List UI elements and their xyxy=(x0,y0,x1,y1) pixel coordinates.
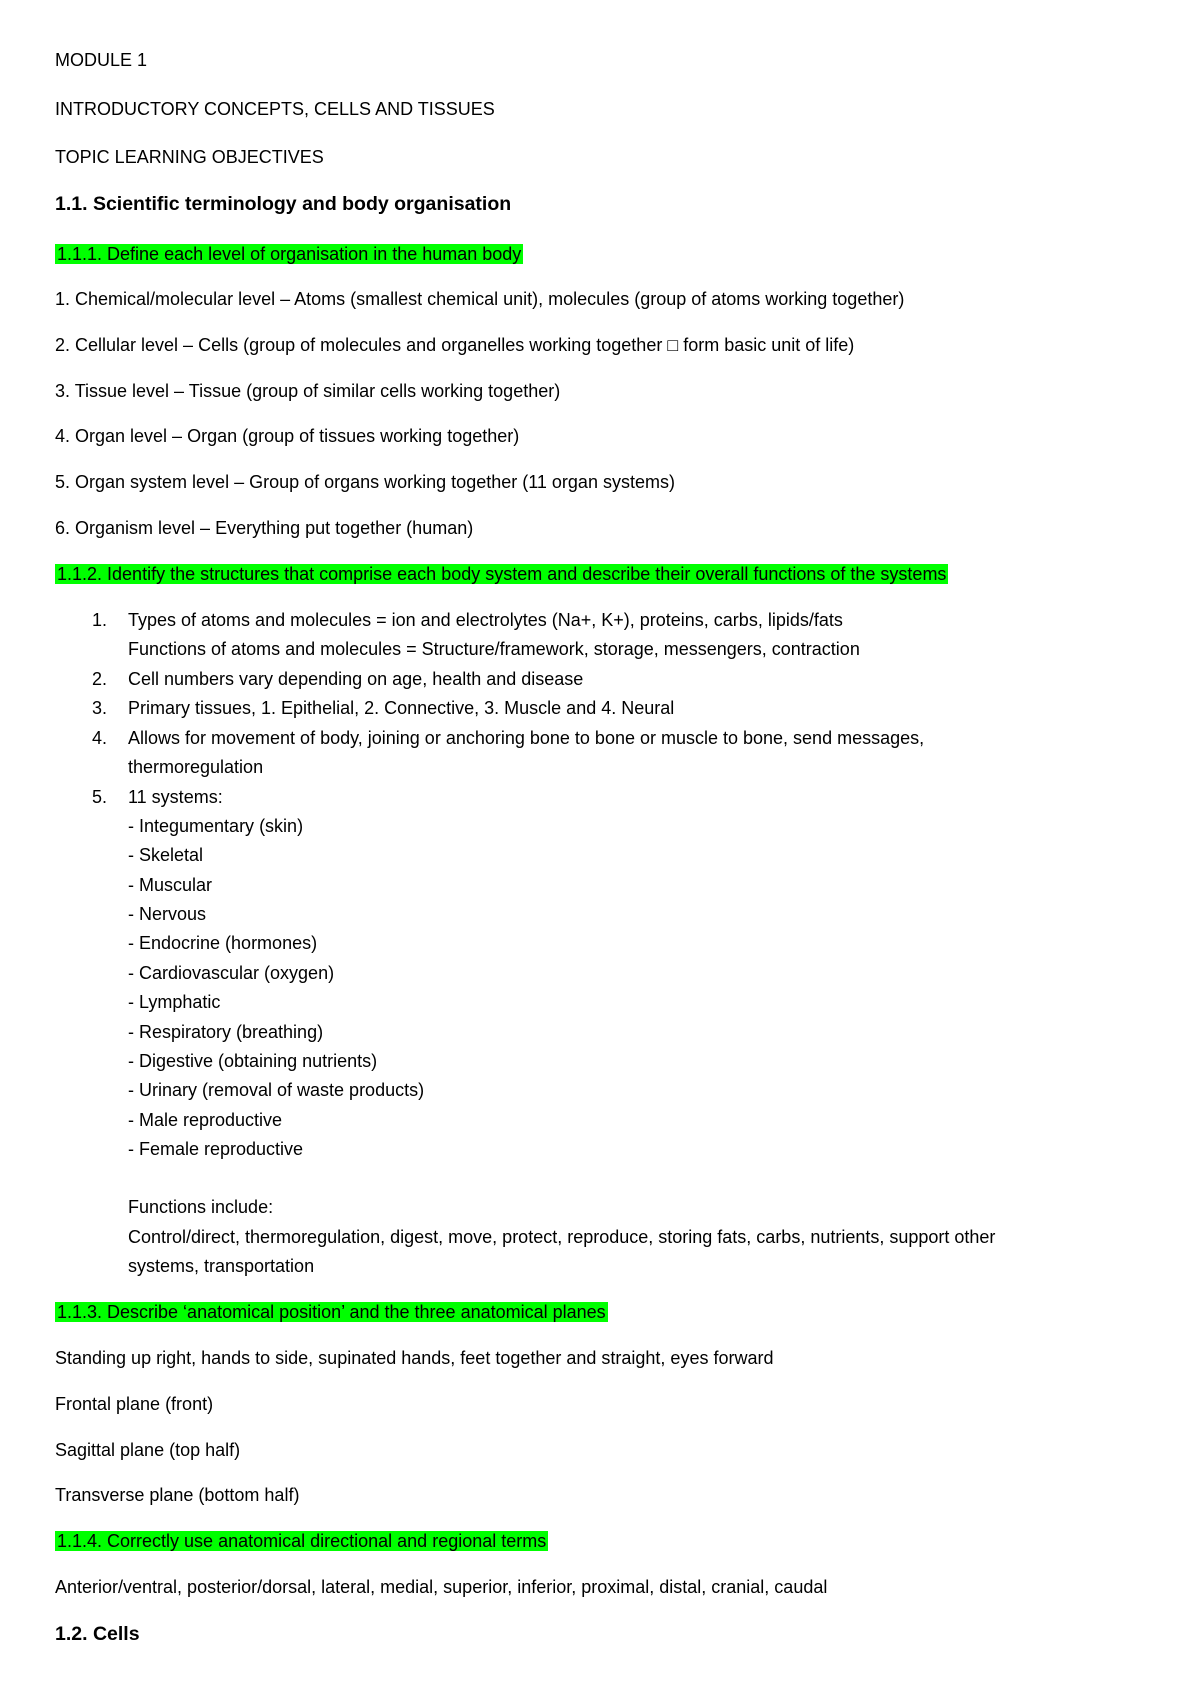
list-item: Types of atoms and molecules = ion and electrolytes (Na+, K+), proteins, carbs, lipids/fats xyxy=(128,610,843,630)
level-item: 5. Organ system level – Group of organs working together (11 organ systems) xyxy=(55,472,675,492)
module-subtitle: INTRODUCTORY CONCEPTS, CELLS AND TISSUES xyxy=(55,99,495,119)
highlight: 1.1.4. Correctly use anatomical directional and regional terms xyxy=(57,1531,547,1551)
system-item: - Nervous xyxy=(128,904,207,924)
objective-1-1-4 xyxy=(55,1530,548,1552)
section-heading-1-1: 1.1. Scientific terminology and body organisation xyxy=(55,193,512,215)
objective-1-1-1 xyxy=(55,243,523,265)
list-number: 1. xyxy=(92,610,108,630)
system-item: - Female reproductive xyxy=(128,1139,304,1159)
paragraph: Frontal plane (front) xyxy=(55,1394,214,1414)
list-number: 5. xyxy=(92,787,108,807)
system-item: - Digestive (obtaining nutrients) xyxy=(128,1051,378,1071)
functions-heading: Functions include: xyxy=(128,1197,274,1217)
paragraph: Anterior/ventral, posterior/dorsal, lateral, medial, superior, inferior, proximal, distal, cranial, caudal xyxy=(55,1577,828,1597)
system-item: - Male reproductive xyxy=(128,1110,283,1130)
objective-1-1-3 xyxy=(55,1301,608,1323)
level-item: 6. Organism level – Everything put together (human) xyxy=(55,518,474,538)
functions-text: systems, transportation xyxy=(128,1256,315,1276)
paragraph: Standing up right, hands to side, supinated hands, feet together and straight, eyes forward xyxy=(55,1348,774,1368)
highlight: 1.1.2. Identify the structures that comprise each body system and describe their overall functions of the systems xyxy=(57,564,947,584)
list-number: 3. xyxy=(92,698,108,718)
objective-1-1-2 xyxy=(55,563,948,585)
functions-text: Control/direct, thermoregulation, digest, move, protect, reproduce, storing fats, carbs, nutrients, support other xyxy=(128,1227,996,1247)
level-item: 2. Cellular level – Cells (group of molecules and organelles working together □ form basic unit of life) xyxy=(55,335,855,355)
list-number: 4. xyxy=(92,728,108,748)
system-item: - Muscular xyxy=(128,875,213,895)
list-item: Primary tissues, 1. Epithelial, 2. Connective, 3. Muscle and 4. Neural xyxy=(128,698,675,718)
list-item: Cell numbers vary depending on age, health and disease xyxy=(128,669,584,689)
level-item: 1. Chemical/molecular level – Atoms (smallest chemical unit), molecules (group of atoms working together) xyxy=(55,289,905,309)
system-item: - Respiratory (breathing) xyxy=(128,1022,324,1042)
list-item: thermoregulation xyxy=(128,757,264,777)
level-item: 3. Tissue level – Tissue (group of similar cells working together) xyxy=(55,381,561,401)
system-item: - Cardiovascular (oxygen) xyxy=(128,963,335,983)
list-item: Functions of atoms and molecules = Structure/framework, storage, messengers, contraction xyxy=(128,639,860,659)
paragraph: Transverse plane (bottom half) xyxy=(55,1485,300,1505)
list-item: 11 systems: xyxy=(128,787,223,807)
system-item: - Endocrine (hormones) xyxy=(128,933,318,953)
section-heading-1-2: 1.2. Cells xyxy=(55,1623,140,1645)
module-heading: MODULE 1 xyxy=(55,50,148,70)
list-item: Allows for movement of body, joining or anchoring bone to bone or muscle to bone, send messages, xyxy=(128,728,925,748)
objectives-heading: TOPIC LEARNING OBJECTIVES xyxy=(55,147,324,167)
system-item: - Skeletal xyxy=(128,845,204,865)
system-item: - Urinary (removal of waste products) xyxy=(128,1080,425,1100)
paragraph: Sagittal plane (top half) xyxy=(55,1440,241,1460)
system-item: - Lymphatic xyxy=(128,992,221,1012)
highlight: 1.1.1. Define each level of organisation in the human body xyxy=(57,244,522,264)
list-number: 2. xyxy=(92,669,108,689)
system-item: - Integumentary (skin) xyxy=(128,816,304,836)
highlight: 1.1.3. Describe ‘anatomical position’ and the three anatomical planes xyxy=(57,1302,606,1322)
level-item: 4. Organ level – Organ (group of tissues working together) xyxy=(55,426,520,446)
